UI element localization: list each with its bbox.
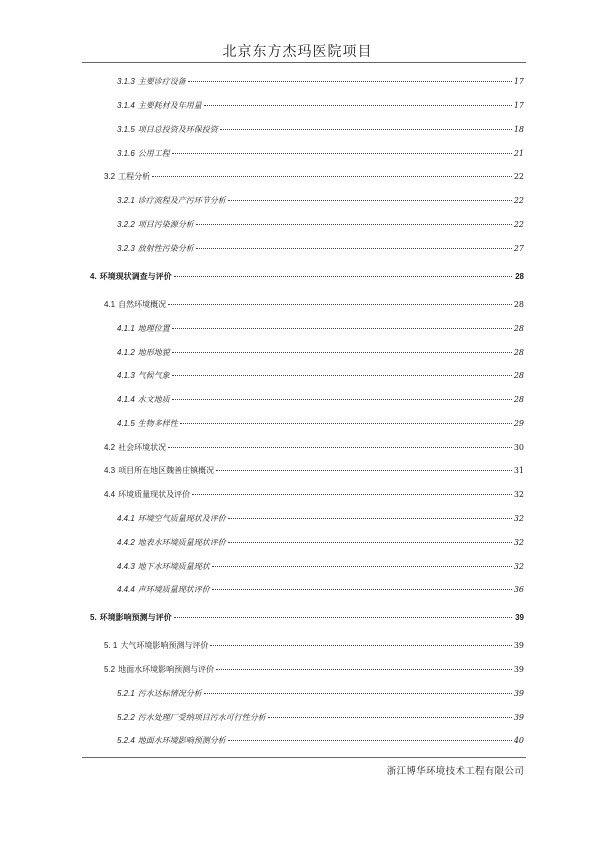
toc-dot-leader xyxy=(204,105,512,106)
toc-entry-number: 4. xyxy=(90,272,97,281)
toc-entry[interactable] xyxy=(104,172,524,182)
toc-entry-title: 大气环境影响预测与评价 xyxy=(120,641,209,650)
toc-entry-page-number: 17 xyxy=(513,101,524,110)
toc-entry-number: 4.4.1 xyxy=(117,514,135,523)
toc-entry[interactable] xyxy=(117,585,524,595)
toc-entry-title: 声环境质量现状评价 xyxy=(137,585,210,594)
toc-entry-title: 环境现状调查与评价 xyxy=(99,272,172,281)
toc-entry[interactable] xyxy=(117,562,524,572)
toc-dot-leader xyxy=(220,129,512,130)
toc-entry-page-number: 18 xyxy=(513,125,524,134)
toc-entry-title: 地下水环境质量现状 xyxy=(137,562,210,571)
toc-entry[interactable] xyxy=(104,466,524,476)
toc-entry-number: 3.2.2 xyxy=(117,220,135,229)
toc-entry-number: 4.1 xyxy=(104,300,116,309)
toc-dot-leader xyxy=(172,399,512,400)
toc-entry[interactable] xyxy=(117,220,524,230)
toc-entry[interactable] xyxy=(117,244,524,254)
toc-entry-title: 污水达标情况分析 xyxy=(137,689,202,698)
toc-entry[interactable] xyxy=(117,348,524,358)
toc-dot-leader xyxy=(188,81,512,82)
toc-entry[interactable] xyxy=(117,324,524,334)
toc-entry-number: 5.2.4 xyxy=(117,736,135,745)
toc-entry-title: 自然环境概况 xyxy=(118,300,167,309)
toc-entry-title: 水文地质 xyxy=(137,395,170,404)
toc-entry[interactable] xyxy=(117,77,524,87)
toc-entry-title: 环境影响预测与评价 xyxy=(99,613,172,622)
toc-entry-page-number: 36 xyxy=(513,585,524,594)
toc-entry-title: 气候气象 xyxy=(137,371,170,380)
toc-entry-title: 地表水环境质量现状评价 xyxy=(137,538,226,547)
toc-dot-leader xyxy=(174,276,512,277)
toc-dot-leader xyxy=(172,352,512,353)
toc-dot-leader xyxy=(168,304,512,305)
toc-entry-page-number: 39 xyxy=(515,613,524,622)
toc-entry-page-number: 32 xyxy=(513,490,524,499)
toc-entry-number: 4.4.4 xyxy=(117,585,135,594)
toc-entry-title: 地形地貌 xyxy=(137,348,170,357)
toc-entry-number: 5.2.1 xyxy=(117,689,135,698)
toc-dot-leader xyxy=(228,542,512,543)
toc-entry[interactable] xyxy=(90,272,524,282)
toc-entry-title: 地理位置 xyxy=(137,324,170,333)
toc-entry-title: 主要耗材及年用量 xyxy=(137,101,202,110)
toc-dot-leader xyxy=(196,224,512,225)
header-divider xyxy=(82,62,526,63)
toc-entry[interactable] xyxy=(117,395,524,405)
toc-entry-title: 地面水环境影响预测与评价 xyxy=(118,665,215,674)
toc-entry-page-number: 28 xyxy=(515,272,524,281)
toc-entry-page-number: 31 xyxy=(513,466,524,475)
toc-entry-page-number: 39 xyxy=(513,665,524,674)
toc-entry-page-number: 28 xyxy=(513,371,524,380)
toc-dot-leader xyxy=(216,470,512,471)
toc-entry-title: 生物多样性 xyxy=(137,419,178,428)
toc-entry-page-number: 39 xyxy=(513,641,524,650)
toc-entry[interactable] xyxy=(104,641,524,651)
toc-entry-page-number: 21 xyxy=(513,149,524,158)
toc-entry-number: 4.3 xyxy=(104,466,116,475)
toc-entry-page-number: 32 xyxy=(513,562,524,571)
toc-entry-page-number: 22 xyxy=(513,196,524,205)
toc-entry-page-number: 40 xyxy=(513,736,524,745)
toc-entry-page-number: 32 xyxy=(513,514,524,523)
toc-entry-page-number: 30 xyxy=(513,443,524,452)
toc-dot-leader xyxy=(168,447,512,448)
toc-dot-leader xyxy=(228,200,512,201)
toc-entry[interactable] xyxy=(117,125,524,135)
toc-entry[interactable] xyxy=(90,613,524,623)
toc-dot-leader xyxy=(172,375,512,376)
toc-entry-number: 3.2.1 xyxy=(117,196,135,205)
toc-entry[interactable] xyxy=(117,713,524,723)
toc-entry-page-number: 39 xyxy=(513,713,524,722)
toc-entry-number: 4.4.2 xyxy=(117,538,135,547)
toc-dot-leader xyxy=(228,518,512,519)
toc-dot-leader xyxy=(204,693,512,694)
toc-entry[interactable] xyxy=(104,300,524,310)
toc-entry-page-number: 39 xyxy=(513,689,524,698)
toc-dot-leader xyxy=(212,589,512,590)
toc-entry-title: 地面水环境影响预测分析 xyxy=(137,736,226,745)
toc-entry-number: 4.1.2 xyxy=(117,348,135,357)
page-header-title: 北京东方杰玛医院项目 xyxy=(222,44,373,60)
toc-entry[interactable] xyxy=(117,419,524,429)
toc-entry-number: 4.4 xyxy=(104,490,116,499)
toc-dot-leader xyxy=(216,669,512,670)
toc-entry-title: 污水处理厂受纳项目污水可行性分析 xyxy=(137,713,266,722)
toc-entry-page-number: 28 xyxy=(513,300,524,309)
toc-dot-leader xyxy=(172,328,512,329)
toc-entry-title: 放射性污染分析 xyxy=(137,244,194,253)
toc-entry[interactable] xyxy=(104,490,524,500)
page-footer-company: 浙江博华环境技术工程有限公司 xyxy=(386,766,524,777)
toc-entry[interactable] xyxy=(117,736,524,746)
toc-entry-page-number: 28 xyxy=(513,395,524,404)
toc-entry-page-number: 28 xyxy=(513,324,524,333)
toc-entry-title: 诊疗流程及产污环节分析 xyxy=(137,196,226,205)
toc-entry[interactable] xyxy=(104,665,524,675)
toc-entry-title: 公用工程 xyxy=(137,149,170,158)
toc-entry-number: 4.1.1 xyxy=(117,324,135,333)
toc-entry-number: 4.4.3 xyxy=(117,562,135,571)
toc-entry-title: 项目所在地区魏善庄镇概况 xyxy=(118,466,215,475)
toc-entry-title: 环境空气质量现状及评价 xyxy=(137,514,226,523)
toc-entry-title: 工程分析 xyxy=(118,172,151,181)
toc-entry-number: 3.2 xyxy=(104,172,116,181)
toc-entry-number: 5. 1 xyxy=(104,641,118,650)
toc-entry[interactable] xyxy=(117,149,524,159)
toc-dot-leader xyxy=(152,176,512,177)
toc-entry-number: 3.1.5 xyxy=(117,125,135,134)
toc-entry-title: 环境质量现状及评价 xyxy=(118,490,191,499)
toc-entry-page-number: 22 xyxy=(513,172,524,181)
toc-entry[interactable] xyxy=(117,514,524,524)
toc-entry-page-number: 22 xyxy=(513,220,524,229)
toc-entry-number: 3.1.4 xyxy=(117,101,135,110)
toc-entry-page-number: 17 xyxy=(513,77,524,86)
toc-entry-page-number: 29 xyxy=(513,419,524,428)
toc-entry-number: 3.2.3 xyxy=(117,244,135,253)
toc-entry-title: 项目污染源分析 xyxy=(137,220,194,229)
toc-entry-number: 4.2 xyxy=(104,443,116,452)
toc-entry-number: 4.1.4 xyxy=(117,395,135,404)
toc-dot-leader xyxy=(192,494,512,495)
toc-dot-leader xyxy=(180,423,512,424)
toc-entry[interactable] xyxy=(104,443,524,453)
toc-entry-page-number: 27 xyxy=(513,244,524,253)
toc-entry-page-number: 32 xyxy=(513,538,524,547)
toc-entry-title: 项目总投资及环保投资 xyxy=(137,125,218,134)
toc-entry[interactable] xyxy=(117,689,524,699)
toc-entry-number: 5. xyxy=(90,613,97,622)
toc-entry-number: 4.1.3 xyxy=(117,371,135,380)
toc-entry[interactable] xyxy=(117,538,524,548)
toc-dot-leader xyxy=(268,717,512,718)
toc-entry-number: 4.1.5 xyxy=(117,419,135,428)
toc-entry-title: 主要诊疗设备 xyxy=(137,77,186,86)
toc-dot-leader xyxy=(174,617,512,618)
toc-dot-leader xyxy=(228,740,512,741)
toc-entry[interactable] xyxy=(117,196,524,206)
toc-entry-title: 社会环境状况 xyxy=(118,443,167,452)
toc-entry[interactable] xyxy=(117,101,524,111)
toc-entry-number: 3.1.3 xyxy=(117,77,135,86)
toc-dot-leader xyxy=(212,566,512,567)
toc-entry[interactable] xyxy=(117,371,524,381)
footer-divider xyxy=(82,757,526,758)
toc-entry-page-number: 28 xyxy=(513,348,524,357)
toc-dot-leader xyxy=(210,645,511,646)
toc-entry-number: 5.2.2 xyxy=(117,713,135,722)
toc-entry-number: 3.1.6 xyxy=(117,149,135,158)
toc-dot-leader xyxy=(196,248,512,249)
toc-dot-leader xyxy=(172,153,512,154)
toc-entry-number: 5.2 xyxy=(104,665,116,674)
